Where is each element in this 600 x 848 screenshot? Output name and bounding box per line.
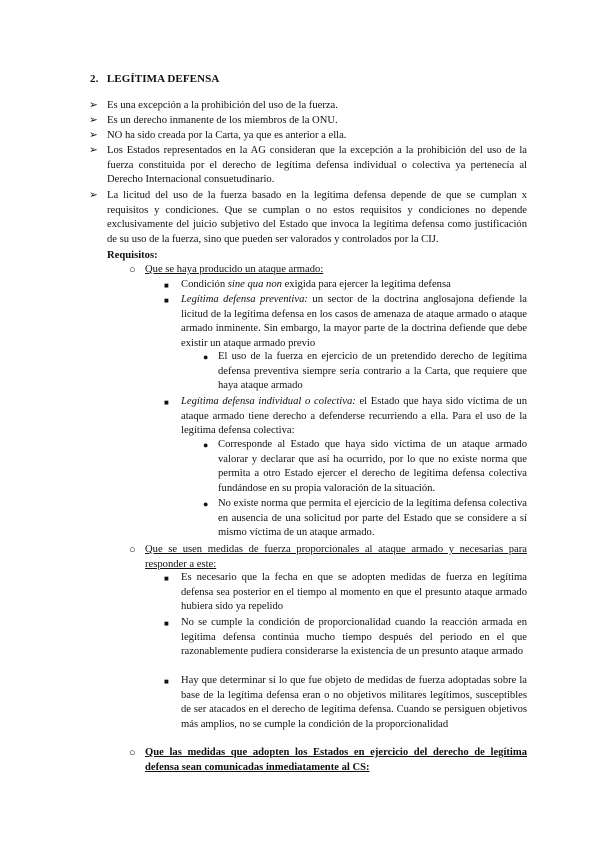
square-bullet-icon: ■ <box>164 677 169 686</box>
requirement-title: Que se haya producido un ataque armado: <box>145 264 324 275</box>
circle-bullet-icon: ○ <box>129 264 136 276</box>
requirement-item: Es necesario que la fecha en que se adopten medidas de fuerza en legítima defensa sea posterior en el tiempo al momento en que el presunto ataque armado hubiera sido ya repelido <box>181 572 527 613</box>
section-number: 2. <box>90 73 99 85</box>
square-bullet-icon: ■ <box>164 281 169 290</box>
arrow-bullet-icon: ➢ <box>89 190 98 201</box>
dot-bullet-icon: ● <box>203 499 209 509</box>
bullet-text: Es una excepción a la prohibición del uso de la fuerza. <box>107 100 338 111</box>
requirement-item: Hay que determinar si lo que fue objeto de medidas de fuerza adoptadas sobre la base de la legítima defensa eran o no objetivos militares legítimos, susceptibles de ser atacados en el derecho de legítima defensa. Cuando se persiguen objetivos más amplios, no se cumple la condición de la proporcionalidad <box>181 675 527 730</box>
square-bullet-icon: ■ <box>164 398 169 407</box>
sub-item: El uso de la fuerza en ejercicio de un pretendido derecho de legítima defensa preventiva siempre sería contrario a la Carta, que requiere que haya ataque armado <box>218 351 527 392</box>
requirement-item: No se cumple la condición de proporcionalidad cuando la reacción armada en legítima defensa continúa mucho tiempo después del periodo en el que razonablemente pudiera considerarse la existencia de un presunto ataque armado <box>181 617 527 658</box>
item-emphasis: sine qua non <box>227 279 282 290</box>
dot-bullet-icon: ● <box>203 352 209 362</box>
requirement-item <box>181 293 527 351</box>
bullet-text: La licitud del uso de la fuerza basado en la legítima defensa depende de que se cumplan x requisitos y condiciones. Que se cumplan o no estos requisitos y condiciones no depende exclusivamente del juicio subjetivo del Estado que invoca la legítima defensa como justificación de su uso de la fuerza, sino que pueden ser valorados y controlados por la CIJ. <box>107 190 527 245</box>
requirement-item <box>181 395 527 439</box>
item-text: Condición <box>181 279 228 290</box>
arrow-bullet-icon: ➢ <box>89 115 98 126</box>
arrow-bullet-icon: ➢ <box>89 130 98 141</box>
square-bullet-icon: ■ <box>164 574 169 583</box>
item-text: exigida para ejercer la legítima defensa <box>281 279 451 290</box>
circle-bullet-icon: ○ <box>129 544 136 556</box>
square-bullet-icon: ■ <box>164 619 169 628</box>
requirement-item <box>181 278 527 293</box>
item-text: un sector de la doctrina anglosajona defiende la licitud de la legítima defensa en los casos de amenaza de ataque armado o ataque armado inminente. Sin embargo, la mayor parte de la doctrina defiende que debe existir un ataque armado previo <box>181 294 527 349</box>
arrow-bullet-icon: ➢ <box>89 145 98 156</box>
sub-item: No existe norma que permita el ejercicio de la legítima defensa colectiva en ausencia de una solicitud por parte del Estado que se considere a sí mismo víctima de un ataque armado. <box>218 498 527 539</box>
dot-bullet-icon: ● <box>203 440 209 450</box>
requirement-title: Que las medidas que adopten los Estados en ejercicio del derecho de legítima defensa sean comunicadas inmediatamente al CS: <box>145 747 527 773</box>
square-bullet-icon: ■ <box>164 296 169 305</box>
item-emphasis: Legítima defensa individual o colectiva: <box>181 396 356 407</box>
bullet-text: Es un derecho inmanente de los miembros de la ONU. <box>107 115 338 126</box>
requirement-title: Que se usen medidas de fuerza proporcionales al ataque armado y necesarias para responder a este: <box>145 544 527 570</box>
item-text: el Estado que haya sido víctima de un ataque armado tiene derecho a defenderse recurriendo a ella. Para el uso de la legítima defensa colectiva: <box>181 396 527 437</box>
sub-item: Corresponde al Estado que haya sido víctima de un ataque armado valorar y declarar que así ha ocurrido, por lo que no existe norma que permita a otro Estado ejercer el derecho de legítima defensa colectiva fundándose en su propia valoración de la situación. <box>218 439 527 494</box>
item-emphasis: Legítima defensa preventiva: <box>181 294 308 305</box>
section-heading <box>90 73 219 85</box>
bullet-text: Los Estados representados en la AG consideran que la excepción a la prohibición del uso de la fuerza constituida por el derecho de legítima defensa individual o colectiva ya pertenecía al Derecho Internacional consuetudinario. <box>107 145 527 186</box>
bullet-text: NO ha sido creada por la Carta, ya que es anterior a ella. <box>107 130 347 141</box>
arrow-bullet-icon: ➢ <box>89 100 98 111</box>
section-title: LEGÍTIMA DEFENSA <box>106 73 220 85</box>
circle-bullet-icon: ○ <box>129 747 136 759</box>
requisitos-label: Requisitos: <box>107 250 158 261</box>
